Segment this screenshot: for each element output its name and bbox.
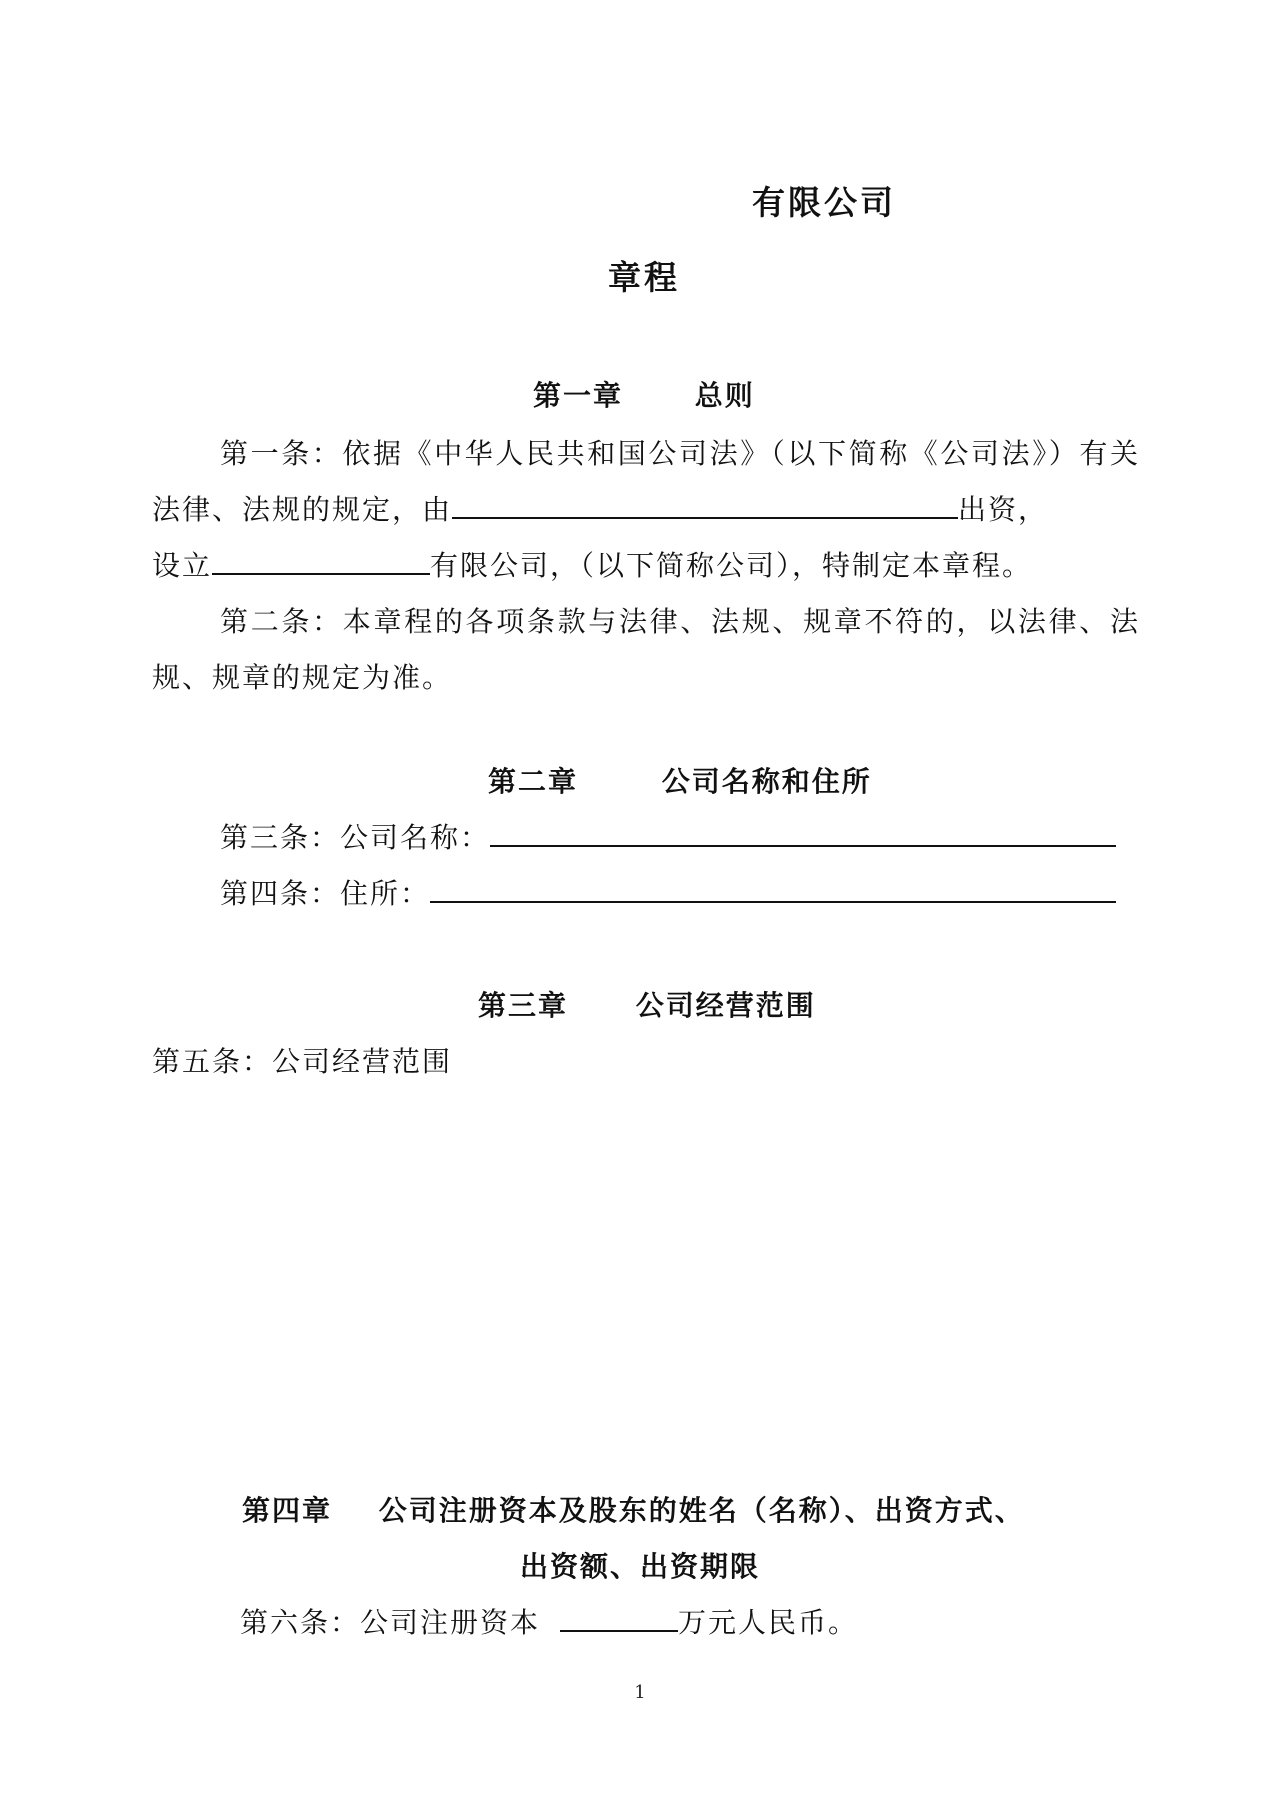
chapter-2-heading xyxy=(152,754,1140,810)
article-4-label: 第四条：住所： xyxy=(220,877,431,910)
document-title-line xyxy=(152,175,1140,231)
article-5-line: 第五条：公司经营范围 xyxy=(152,1045,453,1078)
blank-company-name-field xyxy=(490,815,1116,847)
article-3-label: 第三条：公司名称： xyxy=(220,821,491,854)
charter-subtitle: 章程 xyxy=(608,258,680,297)
article-2-line-1: 第二条：本章程的各项条款与法律、法规、规章不符的，以法律、法 xyxy=(220,605,1140,638)
chapter-3-title: 公司经营范围 xyxy=(635,989,816,1022)
company-suffix-title: 有限公司 xyxy=(752,183,896,222)
article-6-text: 第六条：公司注册资本 xyxy=(240,1606,541,1639)
chapter-4-title-line-1: 公司注册资本及股东的姓名（名称）、出资方式、 xyxy=(378,1494,1025,1527)
article-6-tail: 万元人民币。 xyxy=(678,1606,859,1639)
article-1-line-3-text: 设立 xyxy=(152,549,213,582)
chapter-4-title-line-2: 出资额、出资期限 xyxy=(520,1550,761,1583)
chapter-1-label: 第一章 xyxy=(533,379,624,412)
article-1-line-3 xyxy=(152,538,1140,594)
article-1-line-3-tail: 有限公司，（以下简称公司），特制定本章程。 xyxy=(430,549,1033,582)
page-number: 1 xyxy=(634,1682,646,1703)
chapter-2-title: 公司名称和住所 xyxy=(661,765,872,798)
chapter-2-label: 第二章 xyxy=(488,765,579,798)
chapter-1-title: 总则 xyxy=(694,379,755,412)
article-1-line-2-tail: 出资， xyxy=(958,493,1049,526)
article-3-line xyxy=(152,810,1140,866)
article-4-line xyxy=(152,866,1140,922)
article-1-line-2-text: 法律、法规的规定，由 xyxy=(152,493,453,526)
article-2-line-2: 规、规章的规定为准。 xyxy=(152,661,453,694)
blank-investor-name-field xyxy=(452,487,958,519)
chapter-3-label: 第三章 xyxy=(478,989,569,1022)
blank-address-field xyxy=(430,871,1116,903)
article-1-line-1: 第一条：依据《中华人民共和国公司法》（以下简称《公司法》）有关 xyxy=(220,437,1140,470)
blank-registered-capital-field xyxy=(560,1600,678,1632)
article-6-line xyxy=(152,1595,1140,1651)
chapter-3-heading xyxy=(152,978,1140,1034)
charter-subtitle-line xyxy=(152,250,1140,306)
article-1-line-2 xyxy=(152,482,1140,538)
chapter-4-label: 第四章 xyxy=(242,1494,333,1527)
document-content xyxy=(152,175,1140,1651)
blank-company-name-inline-field xyxy=(212,543,430,575)
chapter-4-heading-line-2 xyxy=(152,1539,1140,1595)
chapter-1-heading xyxy=(152,368,1140,424)
chapter-4-heading-line-1 xyxy=(152,1483,1140,1539)
